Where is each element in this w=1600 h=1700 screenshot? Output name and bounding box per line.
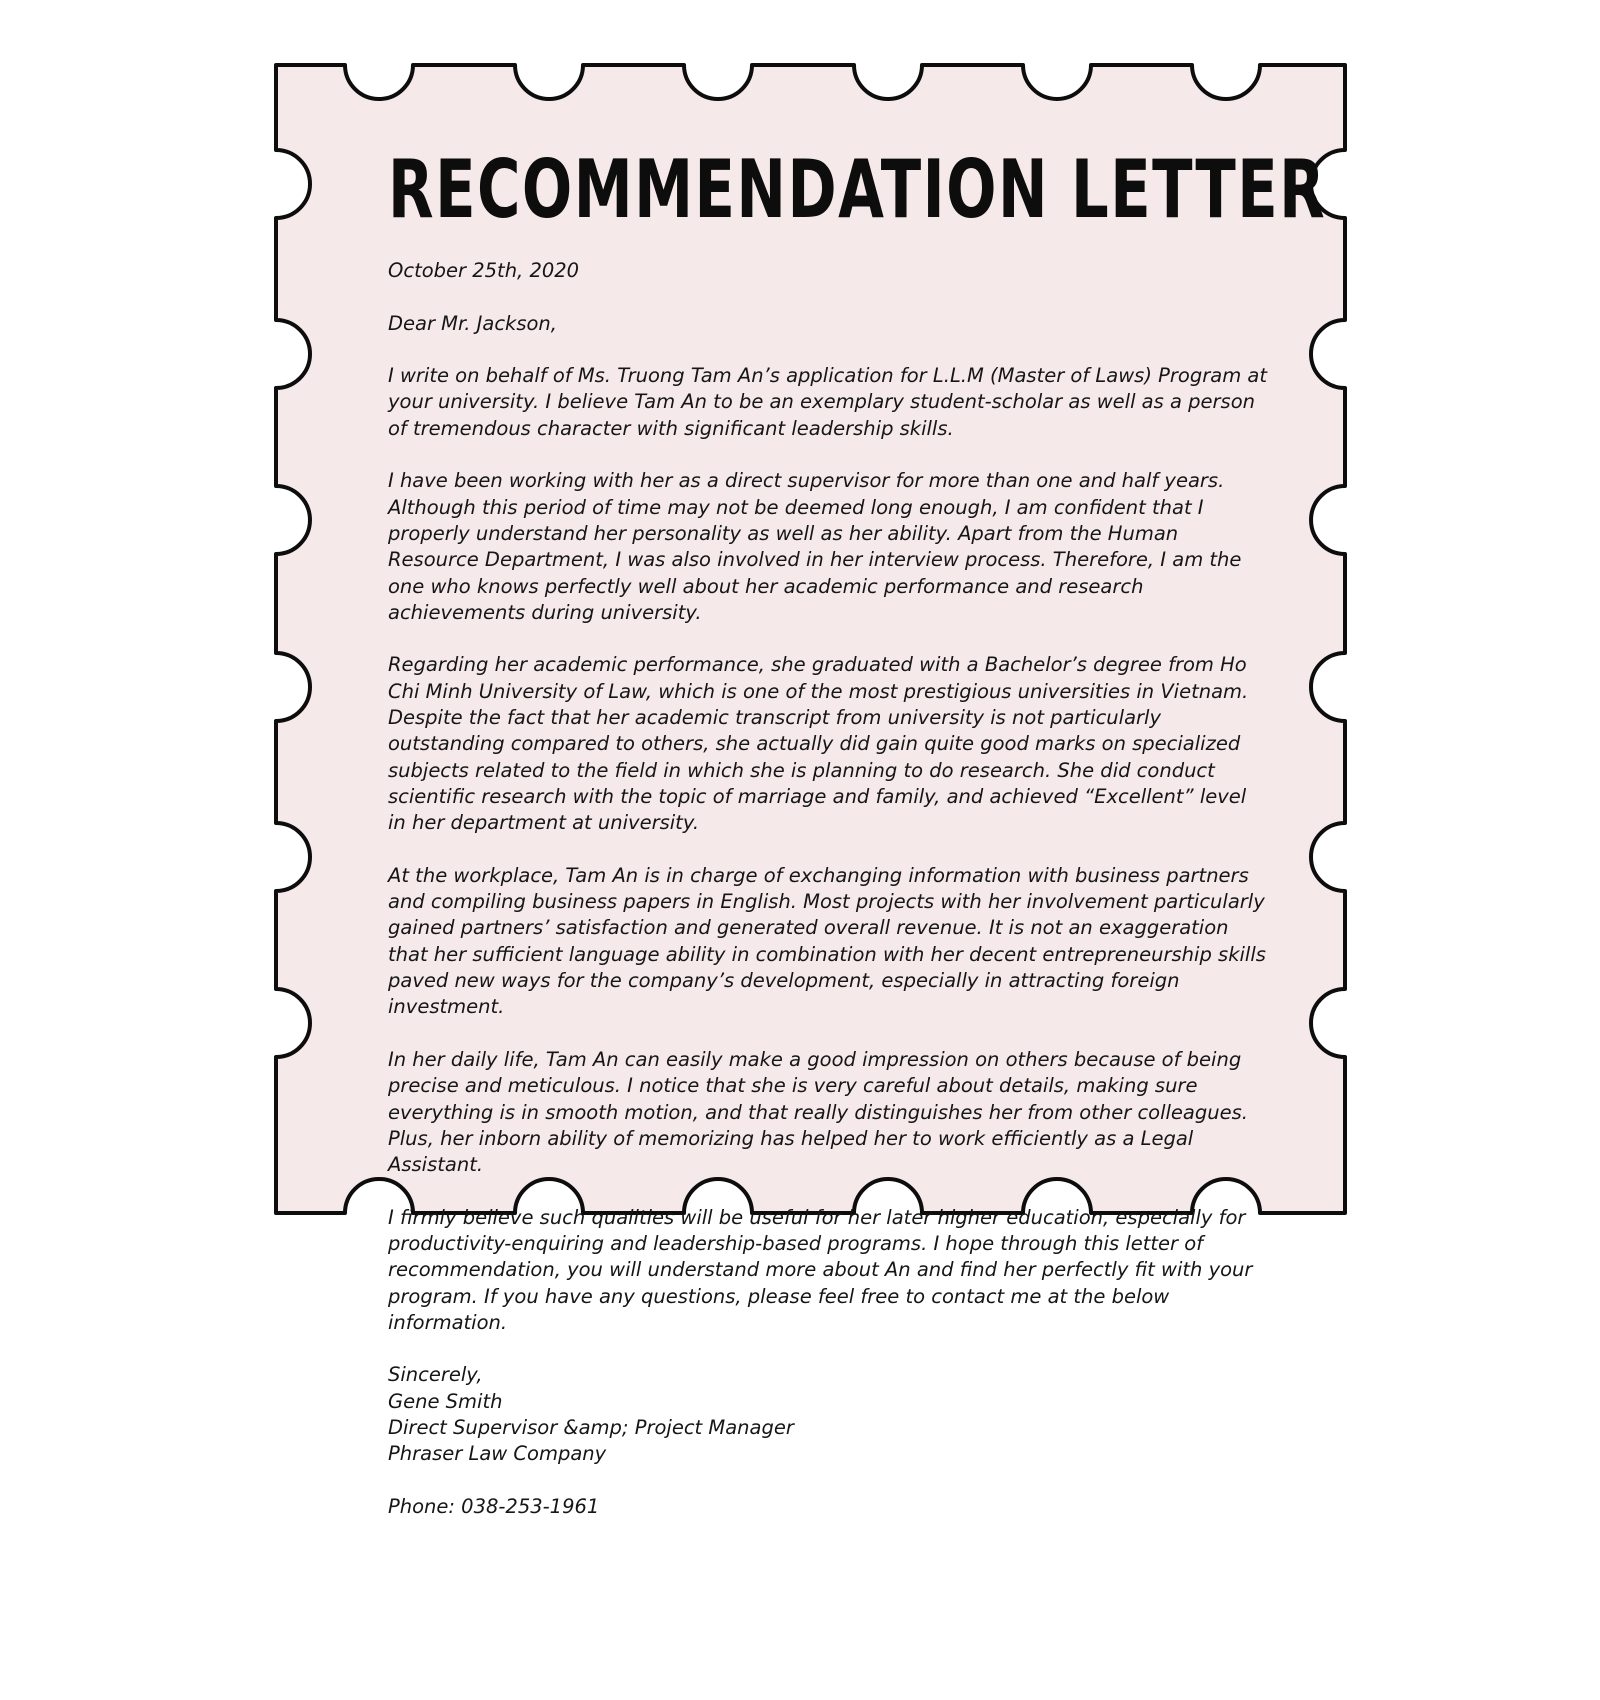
signature-block xyxy=(388,1362,1268,1467)
letter-paragraph-2: I have been working with her as a direct supervisor for more than one and half years. Although this period of time may not be deemed long enough, I am confident that I properly understand her personality as well as her ability. Apart from the Human Resource Department, I was also involved in her interview process. Therefore, I am the one who knows perfectly well about her academic performance and research achievements during university. xyxy=(388,469,1242,624)
letter-paragraph-3: Regarding her academic performance, she graduated with a Bachelor’s degree from Ho Chi Minh University of Law, which is one of the most prestigious universities in Vietnam. Despite the fact that her academic transcript from university is not particularly outstanding compared to others, she actually did gain quite good marks on specialized subjects related to the field in which she is planning to do research. She did conduct scientific research with the topic of marriage and family, and achieved “Excellent” level in her department at university. xyxy=(388,653,1249,835)
letter-paragraph-6: I firmly believe such qualities will be useful for her later higher education, especially for productivity-enquiring and leadership-based programs. I hope through this letter of recommendation, you will understand more about An and find her perfectly fit with your program. If you have any questions, please feel free to contact me at the below information. xyxy=(388,1205,1253,1334)
company-name: Phraser Law Company xyxy=(388,1442,607,1466)
signer-name: Gene Smith xyxy=(388,1389,503,1413)
letter-title: RECOMMENDATION LETTER xyxy=(388,143,1327,236)
letter-paragraph-4: At the workplace, Tam An is in charge of exchanging information with business partners and compiling business papers in English. Most projects with her involvement particularly gained partners’ satisfaction and generated overall revenue. It is not an exaggeration that her sufficient language ability in combination with her decent entrepreneurship skills paved new ways for the company’s development, especially in attracting foreign investment. xyxy=(388,863,1266,1019)
letter-body xyxy=(388,258,1268,1520)
letter-paragraph-5: In her daily life, Tam An can easily make a good impression on others because of being precise and meticulous. I notice that she is very careful about details, making sure everything is in smooth motion, and that really distinguishes her from other colleagues. Plus, her inborn ability of memorizing has helped her to work efficiently as a Legal Assistant. xyxy=(388,1047,1248,1177)
letter-salutation: Dear Mr. Jackson, xyxy=(388,311,557,335)
phone-number: Phone: 038-253-1961 xyxy=(388,1494,600,1518)
closing: Sincerely, xyxy=(388,1363,483,1387)
letter-paragraph-1: I write on behalf of Ms. Truong Tam An’s application for L.L.M (Master of Laws) Program at your university. I believe Tam An to be an exemplary student-scholar as well as a person of tremendous character with significant leadership skills. xyxy=(388,364,1267,440)
letter-date: October 25th, 2020 xyxy=(388,259,580,282)
letter-content xyxy=(388,143,1327,1547)
signer-title: Direct Supervisor &amp; Project Manager xyxy=(388,1416,794,1440)
